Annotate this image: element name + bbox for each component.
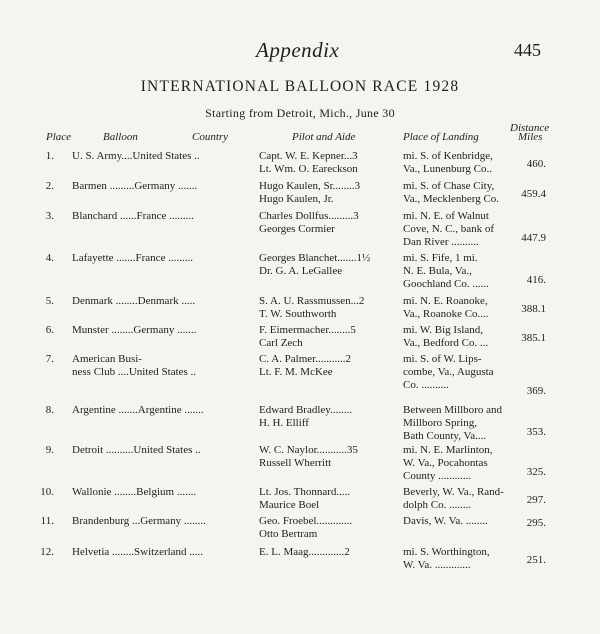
- row-distance-miles: 251.: [526, 554, 546, 566]
- row-pilot-aide: Hugo Kaulen, Jr.: [259, 193, 334, 205]
- row-place-of-landing: Va., Roanoke Co....: [403, 308, 489, 320]
- row-place-of-landing: mi. S. Worthington,: [403, 546, 490, 558]
- row-place-number: 12.: [40, 546, 54, 558]
- row-pilot-aide: Carl Zech: [259, 337, 303, 349]
- row-pilot-aide: Lt. F. M. McKee: [259, 366, 333, 378]
- row-balloon-country: Argentine .......Argentine .......: [72, 404, 204, 416]
- row-pilot-aide: Russell Wherritt: [259, 457, 332, 469]
- row-distance-miles: 416.: [526, 274, 546, 286]
- row-distance-miles: 388.1: [521, 303, 546, 315]
- row-distance-miles: 447.9: [521, 232, 546, 244]
- row-pilot-aide: Edward Bradley........: [259, 404, 353, 416]
- row-place-number: 7.: [45, 353, 54, 365]
- row-distance-miles: 385.1: [521, 332, 546, 344]
- row-place-of-landing: mi. N. E. Roanoke,: [403, 295, 488, 307]
- row-pilot-aide: T. W. Southworth: [259, 308, 337, 320]
- row-place-of-landing: County ............: [403, 470, 472, 482]
- row-place-number: 8.: [45, 404, 54, 416]
- row-pilot-aide: Georges Blanchet.......1½: [259, 252, 371, 264]
- row-distance-miles: 460.: [526, 158, 546, 170]
- row-balloon-country: Denmark ........Denmark .....: [72, 295, 196, 307]
- row-pilot-aide: Geo. Froebel.............: [259, 515, 353, 527]
- row-pilot-aide: F. Eimermacher........5: [259, 324, 356, 336]
- row-place-of-landing: combe, Va., Augusta: [403, 366, 494, 378]
- row-pilot-aide: H. H. Elliff: [259, 417, 309, 429]
- page-title: INTERNATIONAL BALLOON RACE 1928: [140, 78, 460, 95]
- header-place: Place: [46, 131, 72, 143]
- header-country: Country: [192, 131, 229, 143]
- row-place-number: 3.: [45, 210, 54, 222]
- row-pilot-aide: Dr. G. A. LeGallee: [259, 265, 343, 277]
- row-pilot-aide: E. L. Maag.............2: [259, 546, 350, 558]
- row-place-of-landing: dolph Co. ........: [403, 499, 472, 511]
- row-balloon-country: American Busi-: [72, 353, 142, 365]
- row-place-of-landing: mi. W. Big Island,: [403, 324, 484, 336]
- row-balloon-country: ness Club ....United States ..: [72, 366, 197, 378]
- row-distance-miles: 295.: [526, 517, 546, 529]
- row-pilot-aide: Lt. Jos. Thonnard.....: [259, 486, 351, 498]
- header-pilot: Pilot and Aide: [292, 131, 356, 143]
- row-place-of-landing: Bath County, Va....: [403, 430, 487, 442]
- row-place-number: 6.: [45, 324, 54, 336]
- row-place-of-landing: W. Va. .............: [403, 559, 471, 571]
- row-place-of-landing: mi. S. of Kenbridge,: [403, 150, 493, 162]
- row-balloon-country: U. S. Army....United States ..: [72, 150, 200, 162]
- row-balloon-country: Lafayette .......France .........: [72, 252, 193, 264]
- row-place-number: 5.: [45, 295, 54, 307]
- row-place-of-landing: Dan River ..........: [403, 236, 479, 248]
- row-balloon-country: Helvetia ........Switzerland .....: [72, 546, 204, 558]
- row-place-of-landing: W. Va., Pocahontas: [403, 457, 488, 469]
- row-balloon-country: Blanchard ......France .........: [72, 210, 194, 222]
- row-place-number: 2.: [45, 180, 54, 192]
- row-distance-miles: 297.: [526, 494, 546, 506]
- row-place-of-landing: Cove, N. C., bank of: [403, 223, 495, 235]
- row-pilot-aide: Lt. Wm. O. Eareckson: [259, 163, 358, 175]
- row-pilot-aide: Georges Cormier: [259, 223, 335, 235]
- row-place-of-landing: Va., Lunenburg Co..: [403, 163, 493, 175]
- row-place-number: 10.: [40, 486, 54, 498]
- row-place-of-landing: mi. S. of W. Lips-: [403, 353, 482, 365]
- row-place-of-landing: Between Millboro and: [403, 404, 502, 416]
- row-balloon-country: Barmen .........Germany .......: [72, 180, 198, 192]
- header-landing: Place of Landing: [403, 131, 479, 143]
- row-place-of-landing: mi. S. Fife, 1 mi.: [403, 252, 478, 264]
- row-place-of-landing: Davis, W. Va. ........: [403, 515, 488, 527]
- page-number: 445: [514, 40, 541, 60]
- header-miles: Miles: [518, 131, 543, 143]
- row-place-of-landing: mi. S. of Chase City,: [403, 180, 495, 192]
- row-place-of-landing: Va., Mecklenberg Co.: [403, 193, 500, 205]
- row-pilot-aide: Otto Bertram: [259, 528, 318, 540]
- row-pilot-aide: Maurice Boel: [259, 499, 320, 511]
- row-balloon-country: Brandenburg ...Germany ........: [72, 515, 206, 527]
- row-place-of-landing: Va., Bedford Co. ...: [403, 337, 489, 349]
- row-balloon-country: Wallonie ........Belgium .......: [72, 486, 197, 498]
- row-place-number: 11.: [40, 515, 54, 527]
- row-distance-miles: 459.4: [521, 188, 546, 200]
- row-pilot-aide: Capt. W. E. Kepner...3: [259, 150, 358, 162]
- row-distance-miles: 369.: [526, 385, 546, 397]
- running-head: Appendix: [256, 38, 340, 62]
- row-place-number: 9.: [45, 444, 54, 456]
- page-subtitle: Starting from Detroit, Mich., June 30: [205, 106, 395, 120]
- row-balloon-country: Detroit ..........United States ..: [72, 444, 201, 456]
- header-distance: Distance: [510, 122, 550, 134]
- row-place-of-landing: Beverly, W. Va., Rand-: [403, 486, 504, 498]
- row-place-of-landing: Millboro Spring,: [403, 417, 477, 429]
- row-place-of-landing: Goochland Co. ......: [403, 278, 489, 290]
- row-balloon-country: Munster ........Germany .......: [72, 324, 197, 336]
- row-place-of-landing: mi. N. E. Marlinton,: [403, 444, 493, 456]
- row-place-of-landing: Co. ..........: [403, 379, 449, 391]
- header-balloon: Balloon: [103, 131, 138, 143]
- row-place-number: 4.: [45, 252, 54, 264]
- row-pilot-aide: C. A. Palmer...........2: [259, 353, 351, 365]
- row-distance-miles: 325.: [526, 466, 546, 478]
- row-pilot-aide: W. C. Naylor...........35: [259, 444, 358, 456]
- row-pilot-aide: Charles Dollfus.........3: [259, 210, 359, 222]
- row-place-of-landing: N. E. Bula, Va.,: [403, 265, 472, 277]
- row-place-number: 1.: [45, 150, 54, 162]
- row-pilot-aide: S. A. U. Rassmussen...2: [259, 295, 365, 307]
- row-place-of-landing: mi. N. E. of Walnut: [403, 210, 489, 222]
- row-pilot-aide: Hugo Kaulen, Sr........3: [259, 180, 361, 192]
- row-distance-miles: 353.: [526, 426, 546, 438]
